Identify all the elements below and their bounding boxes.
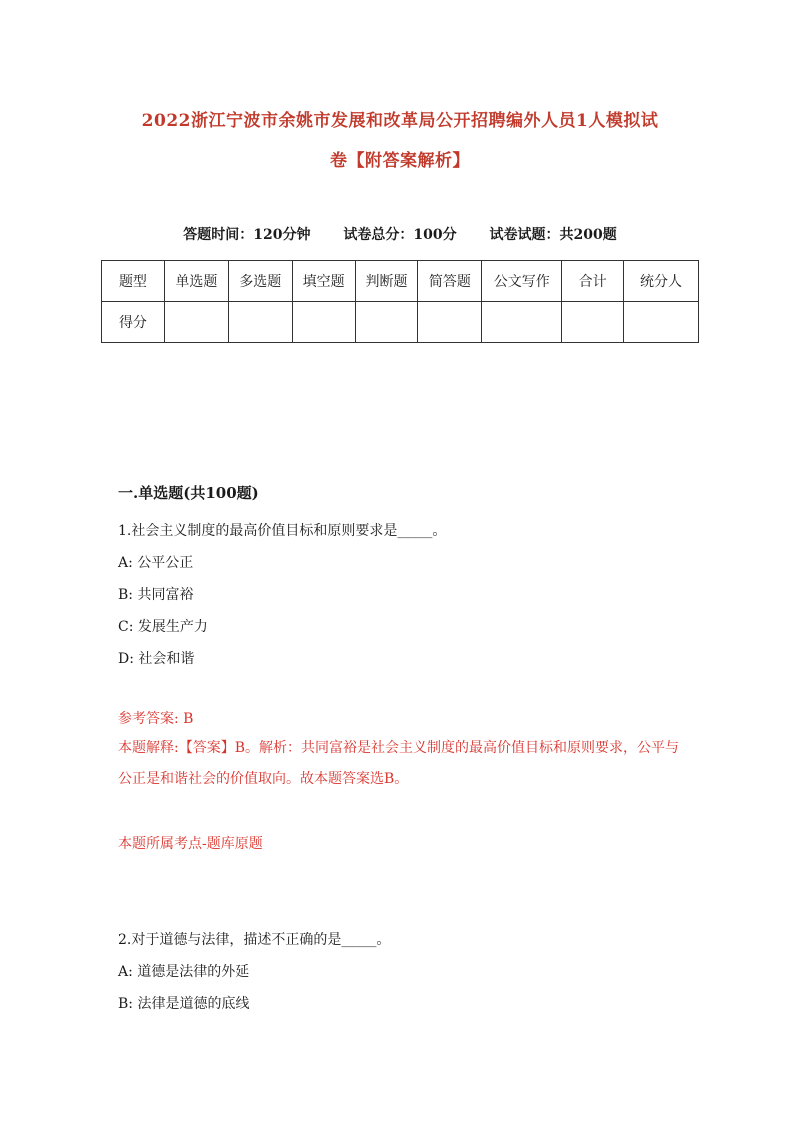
score-table — [101, 260, 699, 343]
score-cell — [292, 302, 355, 343]
exam-meta — [0, 224, 800, 244]
score-table-header-cell: 合计 — [562, 261, 624, 302]
question-stem: 1.社会主义制度的最高价值目标和原则要求是_____。 — [118, 523, 447, 539]
score-table-score-row — [102, 302, 699, 343]
score-table-header-cell: 填空题 — [292, 261, 355, 302]
question-option: A: 公平公正 — [118, 555, 194, 571]
score-cell — [562, 302, 624, 343]
score-cell — [418, 302, 482, 343]
exam-question-count: 试卷试题：共200题 — [489, 227, 617, 243]
answer-explanation: 本题解释:【答案】B。解析：共同富裕是社会主义制度的最高价值目标和原则要求，公平与公正是和谐社会的价值取向。故本题答案选B。 — [118, 740, 680, 787]
answer-reference: 参考答案: B — [118, 711, 194, 727]
score-table-header-cell: 判断题 — [355, 261, 418, 302]
exam-total-score: 试卷总分：100分 — [343, 227, 457, 243]
score-row-label: 得分 — [102, 302, 165, 343]
score-table-header-cell: 题型 — [102, 261, 165, 302]
score-table-header-row — [102, 261, 699, 302]
document-title-line-2: 卷【附答案解析】 — [330, 151, 470, 171]
score-table-header-cell: 简答题 — [418, 261, 482, 302]
score-cell — [164, 302, 228, 343]
score-table-header-cell: 单选题 — [164, 261, 228, 302]
document-title-line-1: 2022浙江宁波市余姚市发展和改革局公开招聘编外人员1人模拟试 — [141, 111, 659, 131]
score-cell — [482, 302, 562, 343]
question-option: D: 社会和谐 — [118, 651, 195, 667]
score-cell — [228, 302, 292, 343]
answer-source: 本题所属考点-题库原题 — [118, 836, 263, 852]
section-heading: 一.单选题(共100题) — [118, 484, 259, 502]
score-table-header-cell: 多选题 — [228, 261, 292, 302]
exam-time: 答题时间：120分钟 — [183, 227, 311, 243]
score-cell — [355, 302, 418, 343]
question-option: C: 发展生产力 — [118, 619, 208, 635]
question-stem: 2.对于道德与法律，描述不正确的是_____。 — [118, 932, 391, 948]
question-option: A: 道德是法律的外延 — [118, 964, 250, 980]
score-table-header-cell: 公文写作 — [482, 261, 562, 302]
question-option: B: 法律是道德的底线 — [118, 996, 250, 1012]
score-cell — [624, 302, 699, 343]
question-option: B: 共同富裕 — [118, 587, 194, 603]
score-table-header-cell: 统分人 — [624, 261, 699, 302]
